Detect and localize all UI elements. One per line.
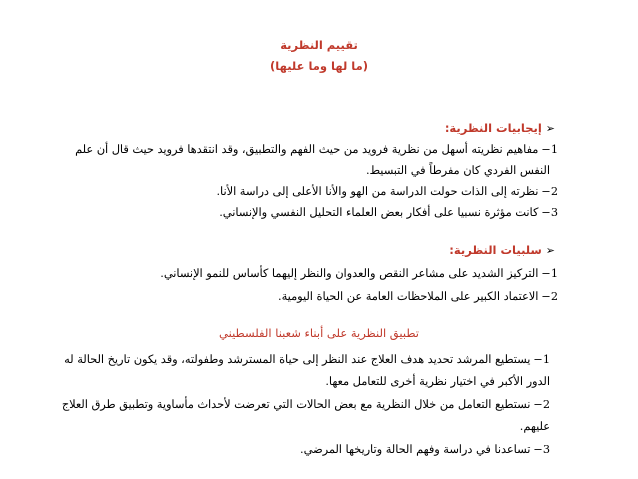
positives-heading: [0, 120, 638, 137]
item-text: التركيز الشديد على مشاعر النقص والعدوان والنظر إليهما كأساس للنمو الإنساني.: [160, 267, 539, 280]
item-text: مفاهيم نظريته أسهل من نظرية فرويد من حيث الفهم والتطبيق، وقد انتقدها فرويد حيث قال أن علم: [75, 143, 539, 156]
positive-item-2: [0, 184, 638, 200]
item-number: 2−: [533, 398, 550, 411]
application-item-3: [0, 442, 638, 458]
application-item-1: [0, 352, 638, 368]
item-text: الدور الأكبر في اختيار نظرية أخرى للتعامل معها.: [325, 375, 550, 388]
positive-item-1-cont: [0, 163, 638, 179]
item-text: نظرته إلى الذات حولت الدراسة من الهو والأنا الأعلى إلى دراسة الأنا.: [216, 185, 539, 198]
application-heading: تطبيق النظرية على أبناء شعبنا الفلسطيني: [219, 326, 419, 340]
positive-item-3: [0, 205, 638, 221]
item-text: النفس الفردي كان مفرطاً في التبسيط.: [365, 164, 550, 177]
positives-heading-text: إيجابيات النظرية:: [444, 121, 542, 135]
negative-item-2: [0, 289, 638, 305]
item-text: تساعدنا في دراسة وفهم الحالة وتاريخها المرضي.: [299, 443, 531, 456]
item-number: 2−: [541, 185, 558, 198]
application-item-2: [0, 397, 638, 413]
page-subtitle: (ما لها وما عليها): [270, 59, 368, 73]
item-number: 3−: [533, 443, 550, 456]
item-text: نستطيع التعامل من خلال النظرية مع بعض الحالات التي تعرضت لأحداث مأساوية وتطبيق طرق العلاج: [61, 398, 531, 411]
negatives-heading: [0, 242, 638, 259]
negatives-heading-text: سلبيات النظرية:: [449, 243, 542, 257]
page-title: تقييم النظرية: [280, 38, 358, 52]
item-text: عليهم.: [519, 420, 550, 433]
item-text: كانت مؤثرة نسبيا على أفكار بعض العلماء التحليل النفسي والإنساني.: [219, 206, 539, 219]
item-number: 1−: [541, 143, 558, 156]
item-number: 3−: [541, 206, 558, 219]
negative-item-1: [0, 266, 638, 282]
item-number: 1−: [533, 353, 550, 366]
item-text: الاعتماد الكبير على الملاحظات العامة عن الحياة اليومية.: [278, 290, 539, 303]
arrow-bullet-icon: ➢: [545, 122, 555, 135]
item-number: 1−: [541, 267, 558, 280]
application-item-2-cont: [0, 419, 638, 435]
item-text: يستطيع المرشد تحديد هدف العلاج عند النظر إلى حياة المسترشد وطفولته، وقد يكون تاريخ الحالة له: [64, 353, 531, 366]
item-number: 2−: [541, 290, 558, 303]
positive-item-1: [0, 142, 638, 158]
arrow-bullet-icon: ➢: [545, 244, 555, 257]
application-item-1-cont: [0, 374, 638, 390]
